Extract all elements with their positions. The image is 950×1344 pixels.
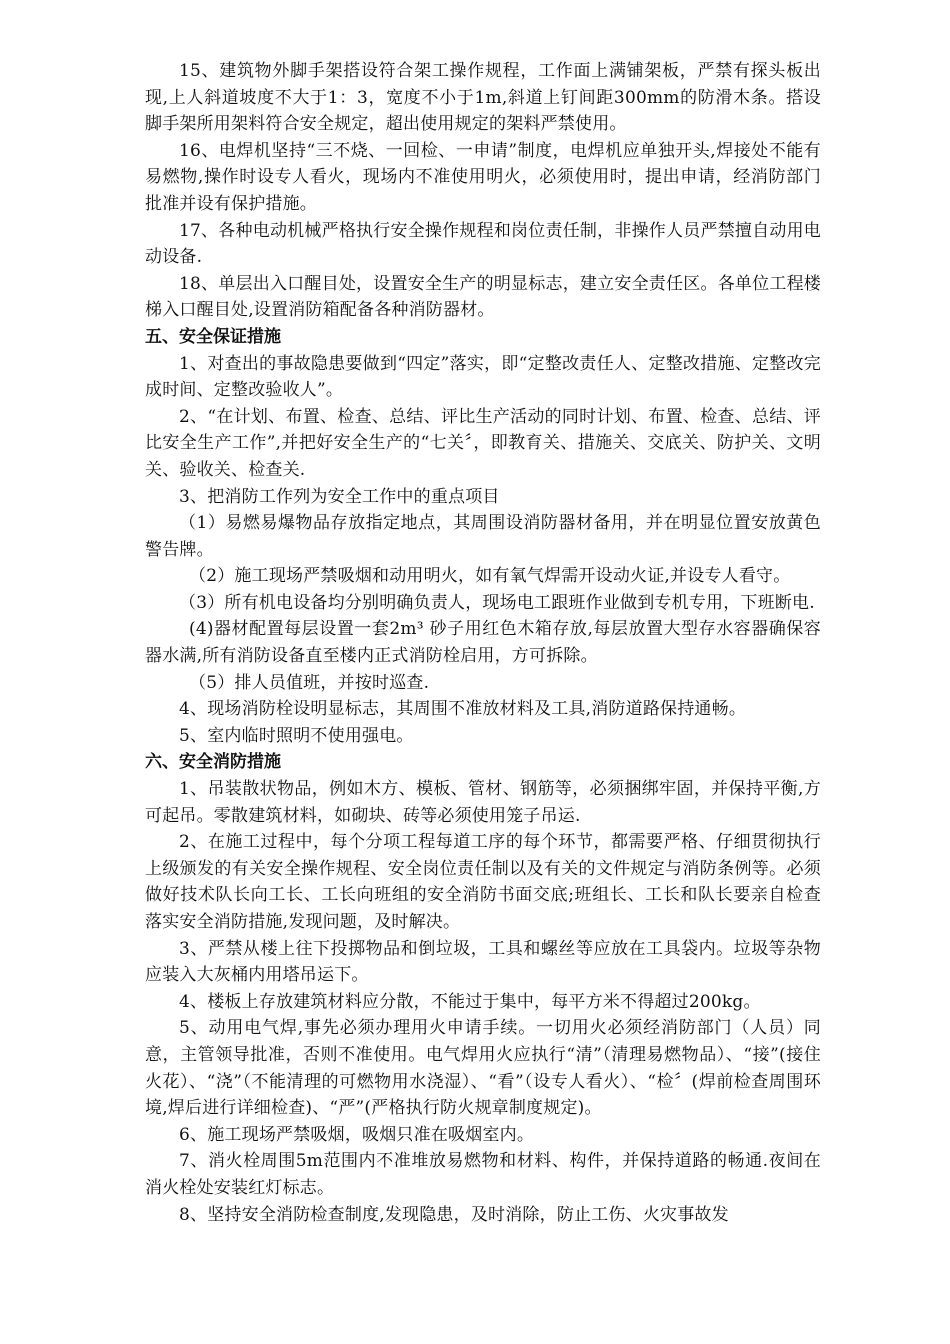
paragraph-6-4: 4、楼板上存放建筑材料应分散，不能过于集中，每平方米不得超过200kg。 (179, 991, 761, 1012)
paragraph-5-1: 1、对查出的事故隐患要做到“四定”落实，即“定整改责任人、定整改措施、定整改完成时间、定整改验收人”。 (145, 353, 821, 401)
paragraph-6-3: 3、严禁从楼上往下投掷物品和倒垃圾，工具和螺丝等应放在工具袋内。垃圾等杂物应装入大灰桶内用塔吊运下。 (145, 938, 821, 986)
paragraph-5-3-4: (4)器材配置每层设置一套2m³ 砂子用红色木箱存放,每层放置大型存水容器确保容器水满,所有消防设备直至楼内正式消防栓启用，方可拆除。 (145, 619, 821, 667)
paragraph-5-2: 2、“在计划、布置、检查、总结、评比生产活动的同时计划、布置、检查、总结、评比安全生产工作”,并把好安全生产的“七关〞，即教育关、措施关、交底关、防护关、文明关、验收关、检查关. (145, 406, 821, 480)
paragraph-5-3-3: （3）所有机电设备均分别明确负责人，现场电工跟班作业做到专机专用，下班断电. (179, 592, 815, 613)
paragraph-17: 17、各种电动机械严格执行安全操作规程和岗位责任制，非操作人员严禁擅自动用电动设备. (145, 220, 821, 268)
paragraph-6-6: 6、施工现场严禁吸烟，吸烟只准在吸烟室内。 (179, 1124, 535, 1145)
paragraph-6-7: 7、消火栓周围5m范围内不准堆放易燃物和材料、构件，并保持道路的畅通.夜间在消火栓处安装红灯标志。 (145, 1151, 821, 1198)
paragraph-18: 18、单层出入口醒目处，设置安全生产的明显标志，建立安全责任区。各单位工程楼梯入口醒目处,设置消防箱配备各种消防器材。 (145, 273, 821, 321)
paragraph-16: 16、电焊机坚持“三不烧、一回检、一申请”制度，电焊机应单独开头,焊接处不能有易燃物,操作时设专人看火，现场内不准使用明火，必须使用时，提出申请，经消防部门批准并设有保护措施。 (145, 140, 821, 214)
paragraph-5-4: 4、现场消防栓设明显标志，其周围不准放材料及工具,消防道路保持通畅。 (179, 699, 747, 720)
document-body (145, 58, 821, 1228)
paragraph-6-5: 5、动用电气焊,事先必须办理用火申请手续。一切用火必须经消防部门（人员）同意，主管领导批准，否则不准使用。电气焊用火应执行“清”（清理易燃物品）、“接”(接住火花）、“浇”（不能清理的可燃物用水浇湿）、“看”（设专人看火）、“检〞(焊前检查周围环境,焊后进行详细检查)、“严”(严格执行防火规章制度规定)。 (145, 1018, 821, 1119)
paragraph-5-3: 3、把消防工作列为安全工作中的重点项目 (179, 486, 500, 507)
section-heading-6: 六、安全消防措施 (145, 752, 281, 773)
paragraph-15: 15、建筑物外脚手架搭设符合架工操作规程，工作面上满铺架板，严禁有探头板出现,上人斜道坡度不大于1：3，宽度不小于1m,斜道上钉间距300mm的防滑木条。搭设脚手架所用架料符合安全规定，超出使用规定的架料严禁使用。 (145, 61, 821, 135)
paragraph-5-5: 5、室内临时照明不使用强电。 (179, 725, 414, 746)
paragraph-5-3-2: （2）施工现场严禁吸烟和动用明火，如有氧气焊需开设动火证,并设专人看守。 (189, 566, 791, 587)
paragraph-5-3-5: （5）排人员值班，并按时巡查. (189, 672, 430, 693)
paragraph-6-2: 2、在施工过程中，每个分项工程每道工序的每个环节，都需要严格、仔细贯彻执行上级颁发的有关安全操作规程、安全岗位责任制以及有关的文件规定与消防条例等。必须做好技术队长向工长、工长向班组的安全消防书面交底;班组长、工长和队长要亲自检查落实安全消防措施,发现问题，及时解决。 (145, 832, 821, 932)
section-heading-5: 五、安全保证措施 (145, 326, 281, 347)
paragraph-5-3-1: （1）易燃易爆物品存放指定地点，其周围设消防器材备用，并在明显位置安放黄色警告牌。 (145, 513, 821, 560)
paragraph-6-8: 8、坚持安全消防检查制度,发现隐患，及时消除，防止工伤、火灾事故发 (179, 1204, 729, 1225)
paragraph-6-1: 1、吊装散状物品，例如木方、模板、管材、钢筋等，必须捆绑牢固，并保持平衡,方可起吊。零散建筑材料，如砌块、砖等必须使用笼子吊运. (145, 779, 821, 826)
